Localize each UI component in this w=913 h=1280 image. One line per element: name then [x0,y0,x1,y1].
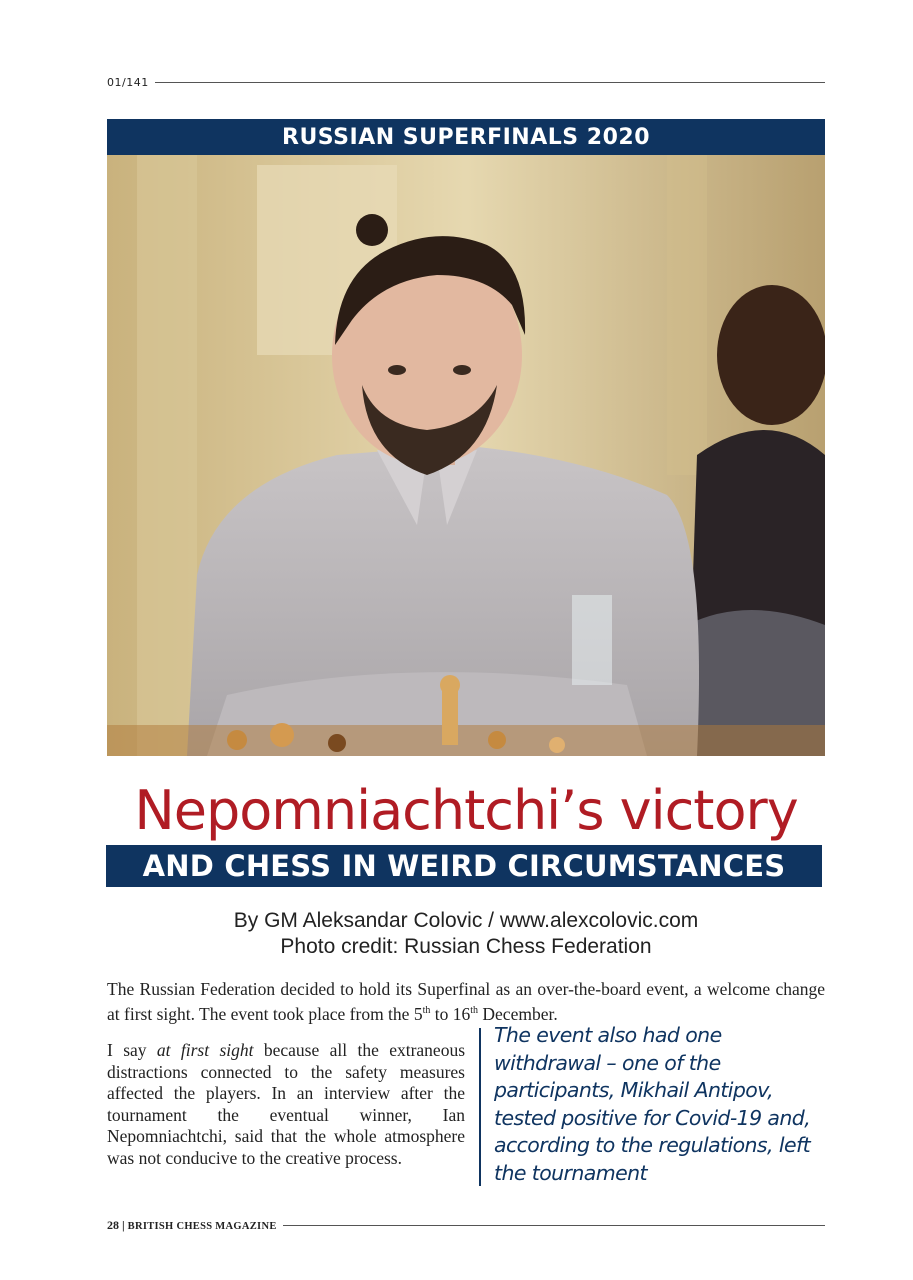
page-counter: 01/141 [107,75,149,89]
byline-block [107,908,825,960]
byline: By GM Aleksandar Colovic / www.alexcolovic.com [233,909,699,932]
intro-paragraph [107,979,825,1025]
article-photo [107,155,825,756]
body-lead: I say [107,1040,157,1060]
footer-page-number: 28 [107,1217,119,1232]
intro-sup-1: th [422,1005,431,1016]
footer-separator: | [122,1217,125,1232]
footer-rule [283,1225,825,1226]
page-counter-row [107,74,825,90]
section-banner: RUSSIAN SUPERFINALS 2020 [107,119,825,155]
footer-text [107,1218,283,1233]
pullquote-bar [479,1028,481,1186]
photo-credit: Photo credit: Russian Chess Federation [280,935,652,958]
footer-magazine-name: BRITISH CHESS MAGAZINE [127,1220,277,1232]
header-rule [155,82,825,83]
body-emphasis: at first sight [156,1040,254,1060]
article-subheadline: AND CHESS IN WEIRD CIRCUMSTANCES [106,845,822,887]
footer [107,1217,825,1233]
intro-text-1: The Russian Federation decided to hold its Superfinal as an over-the-board event, a welcome change at first sight. The event took place from the 5 [107,979,825,1024]
body-paragraph [107,1040,465,1169]
article-headline: Nepomniachtchi’s victory [134,779,798,842]
intro-text-2: to 16 [430,1003,471,1024]
intro-text-3: December. [478,1003,558,1024]
pullquote: The event also had one withdrawal – one of the participants, Mikhail Antipov, tested positive for Covid-19 and, according to the regulations, left the tournament [494,1023,811,1185]
body-rest: because all the extraneous distractions connected to the safety measures affected the players. In an interview after the tournament the eventual winner, Ian Nepomniachtchi, said that the whole atmosphere was not conducive to the creative process. [107,1040,465,1168]
intro-sup-2: th [470,1005,479,1016]
